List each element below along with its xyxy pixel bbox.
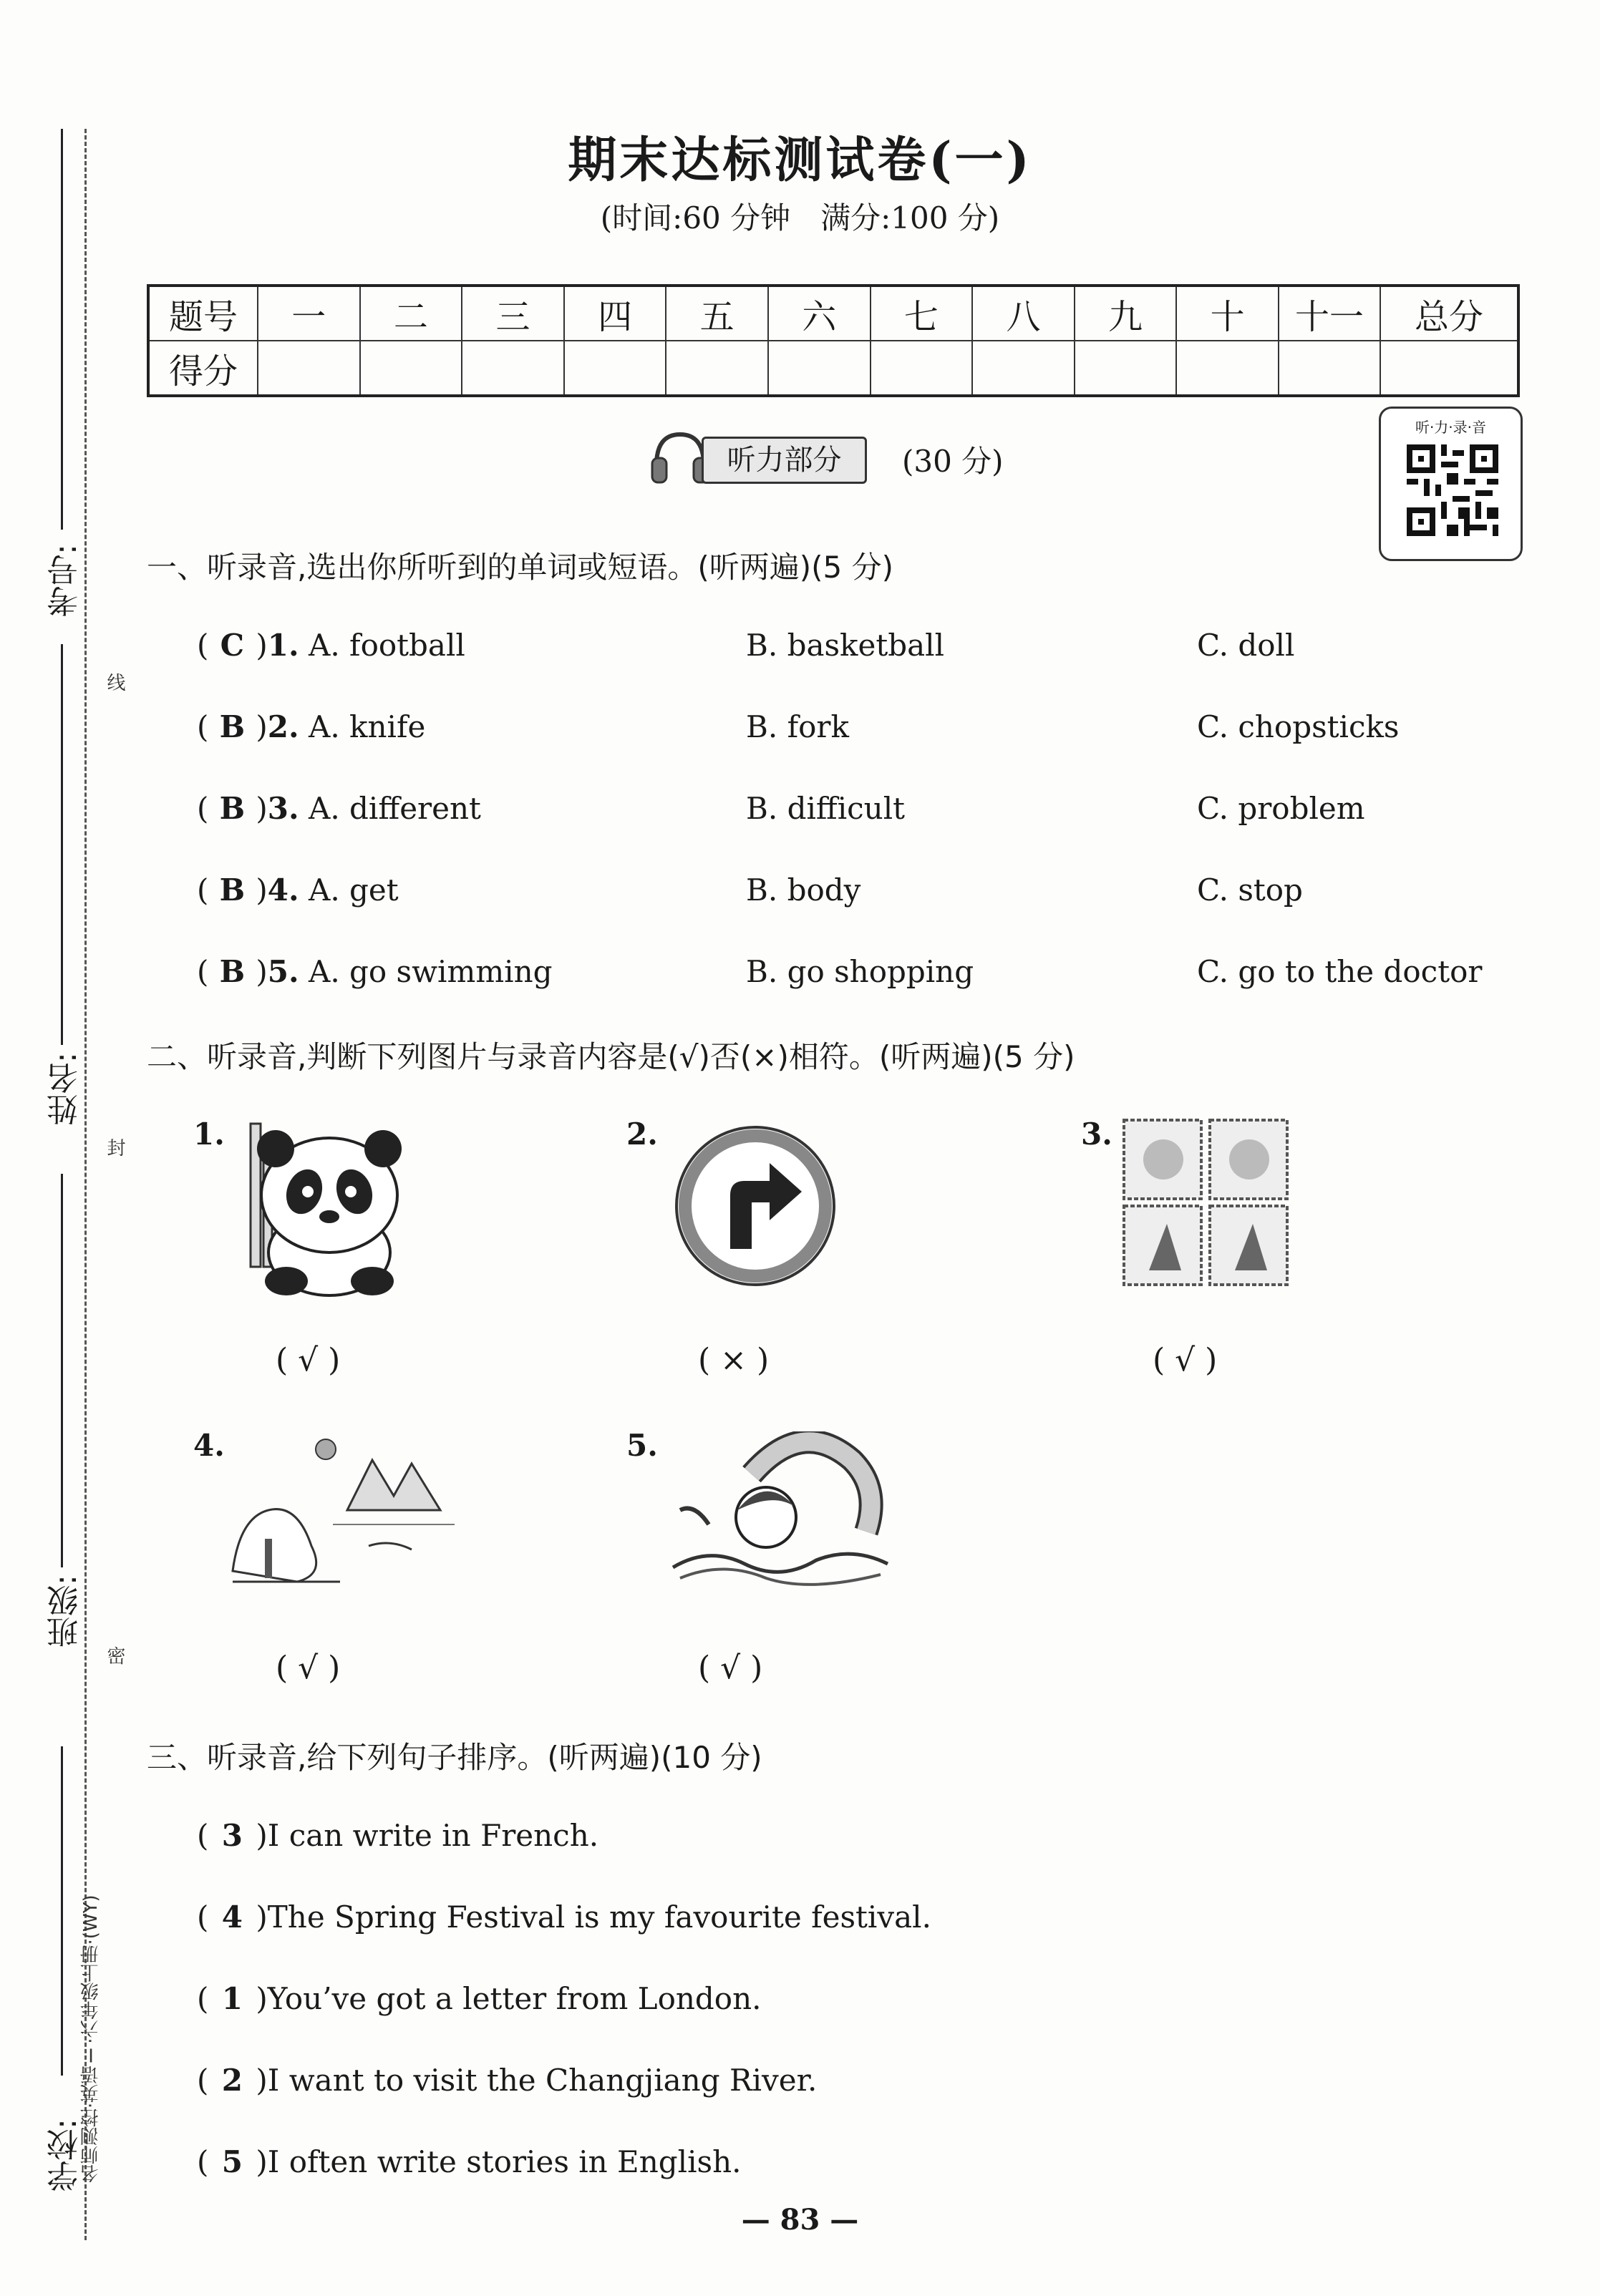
page-number: — 83 —	[741, 2203, 859, 2237]
sentence: I want to visit the Changjiang River.	[267, 2063, 818, 2098]
cut-mark-line: 线	[104, 673, 125, 691]
answer[interactable]: 2	[221, 2063, 243, 2098]
sentence: You’ve got a letter from London.	[267, 1981, 762, 2016]
name-underline	[61, 644, 63, 1045]
turn-right-sign-icon	[669, 1120, 841, 1292]
s1-item-4: ( B )4. A. get	[197, 869, 399, 912]
section3-heading: 三、听录音,给下列句子排序。(听两遍)(10 分)	[147, 1740, 762, 1775]
option-a: A. go swimming	[309, 954, 553, 989]
sentence: I often write stories in English.	[267, 2144, 742, 2179]
cut-mark-seal: 封	[104, 1138, 125, 1157]
qr-label: 听·力·录·音	[1415, 419, 1487, 436]
table-cell: 题号	[148, 286, 258, 341]
page-title: 期末达标测试卷(一)	[568, 132, 1032, 189]
panda-icon	[222, 1117, 408, 1303]
table-cell: 四	[564, 286, 666, 341]
answer[interactable]: 3	[221, 1818, 243, 1853]
qr-card[interactable]	[1379, 407, 1523, 561]
option-c: C. problem	[1197, 791, 1365, 826]
pic-number: 1.	[193, 1117, 225, 1152]
s1-item-1: ( C )1. A. football	[197, 624, 465, 667]
option-c: C. doll	[1197, 628, 1295, 663]
option-a: A. different	[309, 791, 481, 826]
s3-item-2: ( 4 )The Spring Festival is my favourite festival.	[197, 1896, 931, 1939]
cut-mark-secret: 密	[104, 1646, 125, 1665]
table-cell: 十一	[1279, 286, 1380, 341]
table-cell: 五	[666, 286, 768, 341]
page-subtitle: (时间:60 分钟 满分:100 分)	[600, 200, 1000, 235]
question-number: 4.	[267, 872, 299, 908]
score-input-cell[interactable]	[972, 341, 1075, 396]
option-b: B. basketball	[746, 628, 945, 663]
sentence: I can write in French.	[267, 1818, 599, 1853]
s1-item-2: ( B )2. A. knife	[197, 706, 425, 749]
sentence: The Spring Festival is my favourite festival.	[267, 1899, 931, 1935]
score-input-cell[interactable]	[1279, 341, 1380, 396]
answer[interactable]: B	[219, 872, 246, 908]
score-table-header-row	[148, 286, 1518, 341]
score-input-cell[interactable]	[666, 341, 768, 396]
option-c: C. chopsticks	[1197, 709, 1400, 744]
name-label: 姓名:	[47, 1052, 84, 1126]
s3-item-5: ( 5 )I often write stories in English.	[197, 2141, 741, 2184]
section2-heading: 二、听录音,判断下列图片与录音内容是(√)否(×)相符。(听两遍)(5 分)	[147, 1039, 1075, 1074]
pic-answer[interactable]: ( √ )	[698, 1650, 763, 1686]
pic-answer[interactable]: ( √ )	[1153, 1342, 1218, 1378]
swimming-boy-icon	[666, 1431, 895, 1589]
class-label: 班级:	[47, 1575, 84, 1648]
option-a: A. knife	[309, 709, 426, 744]
pic-answer[interactable]: ( √ )	[276, 1650, 341, 1686]
class-underline	[61, 1174, 63, 1567]
option-b: B. difficult	[746, 791, 906, 826]
score-table	[147, 284, 1520, 397]
table-cell: 一	[258, 286, 360, 341]
score-input-cell[interactable]	[564, 341, 666, 396]
question-number: 2.	[267, 709, 299, 744]
option-a: A. football	[309, 628, 465, 663]
answer[interactable]: 4	[221, 1899, 243, 1935]
answer[interactable]: B	[219, 709, 246, 744]
section1-heading: 一、听录音,选出你所听到的单词或短语。(听两遍)(5 分)	[147, 550, 893, 585]
pic-number: 4.	[193, 1428, 225, 1463]
landscape-icon	[226, 1431, 469, 1589]
score-input-cell[interactable]	[462, 341, 564, 396]
s3-item-4: ( 2 )I want to visit the Changjiang River.	[197, 2059, 817, 2102]
option-b: B. go shopping	[746, 954, 974, 989]
table-cell: 九	[1075, 286, 1177, 341]
stamps-icon	[1120, 1117, 1292, 1288]
score-input-cell[interactable]	[360, 341, 462, 396]
score-input-cell[interactable]	[1176, 341, 1279, 396]
table-cell: 得分	[148, 341, 258, 396]
score-input-cell[interactable]	[1380, 341, 1518, 396]
listening-score: (30 分)	[902, 444, 1004, 479]
answer[interactable]: C	[220, 628, 245, 663]
listening-badge	[648, 429, 906, 487]
table-cell: 总分	[1380, 286, 1518, 341]
option-b: B. body	[746, 872, 861, 908]
s3-item-3: ( 1 )You’ve got a letter from London.	[197, 1978, 761, 2020]
pic-number: 5.	[626, 1428, 658, 1463]
score-input-cell[interactable]	[768, 341, 871, 396]
exam-no-label: 考号:	[47, 544, 84, 618]
option-c: C. go to the doctor	[1197, 954, 1483, 989]
school-label: 学校:	[47, 2119, 84, 2192]
school-underline	[61, 1746, 63, 2076]
table-cell: 七	[871, 286, 973, 341]
table-cell: 三	[462, 286, 564, 341]
s1-item-3: ( B )3. A. different	[197, 787, 481, 830]
series-label: 名师测控·英语Ⅰ·六年级上册·(WY)	[80, 1894, 102, 2183]
question-number: 3.	[267, 791, 299, 826]
s1-item-5: ( B )5. A. go swimming	[197, 950, 553, 993]
option-b: B. fork	[746, 709, 849, 744]
table-cell: 十	[1176, 286, 1279, 341]
option-a: A. get	[309, 872, 399, 908]
answer[interactable]: 1	[221, 1981, 243, 2016]
s3-item-1: ( 3 )I can write in French.	[197, 1814, 598, 1857]
listening-label: 听力部分	[702, 437, 867, 484]
table-cell: 八	[972, 286, 1075, 341]
qr-code-icon[interactable]	[1407, 444, 1498, 536]
question-number: 1.	[267, 628, 299, 663]
score-input-cell[interactable]	[258, 341, 360, 396]
score-table-score-row	[148, 341, 1518, 396]
pic-number: 3.	[1081, 1117, 1112, 1152]
answer[interactable]: B	[219, 954, 246, 989]
table-cell: 二	[360, 286, 462, 341]
question-number: 5.	[267, 954, 299, 989]
pic-answer[interactable]: ( × )	[698, 1342, 770, 1378]
score-input-cell[interactable]	[1075, 341, 1177, 396]
table-cell: 六	[768, 286, 871, 341]
option-c: C. stop	[1197, 872, 1303, 908]
answer[interactable]: B	[219, 791, 246, 826]
answer[interactable]: 5	[221, 2144, 243, 2179]
pic-answer[interactable]: ( √ )	[276, 1342, 341, 1378]
pic-number: 2.	[626, 1117, 658, 1152]
score-input-cell[interactable]	[871, 341, 973, 396]
